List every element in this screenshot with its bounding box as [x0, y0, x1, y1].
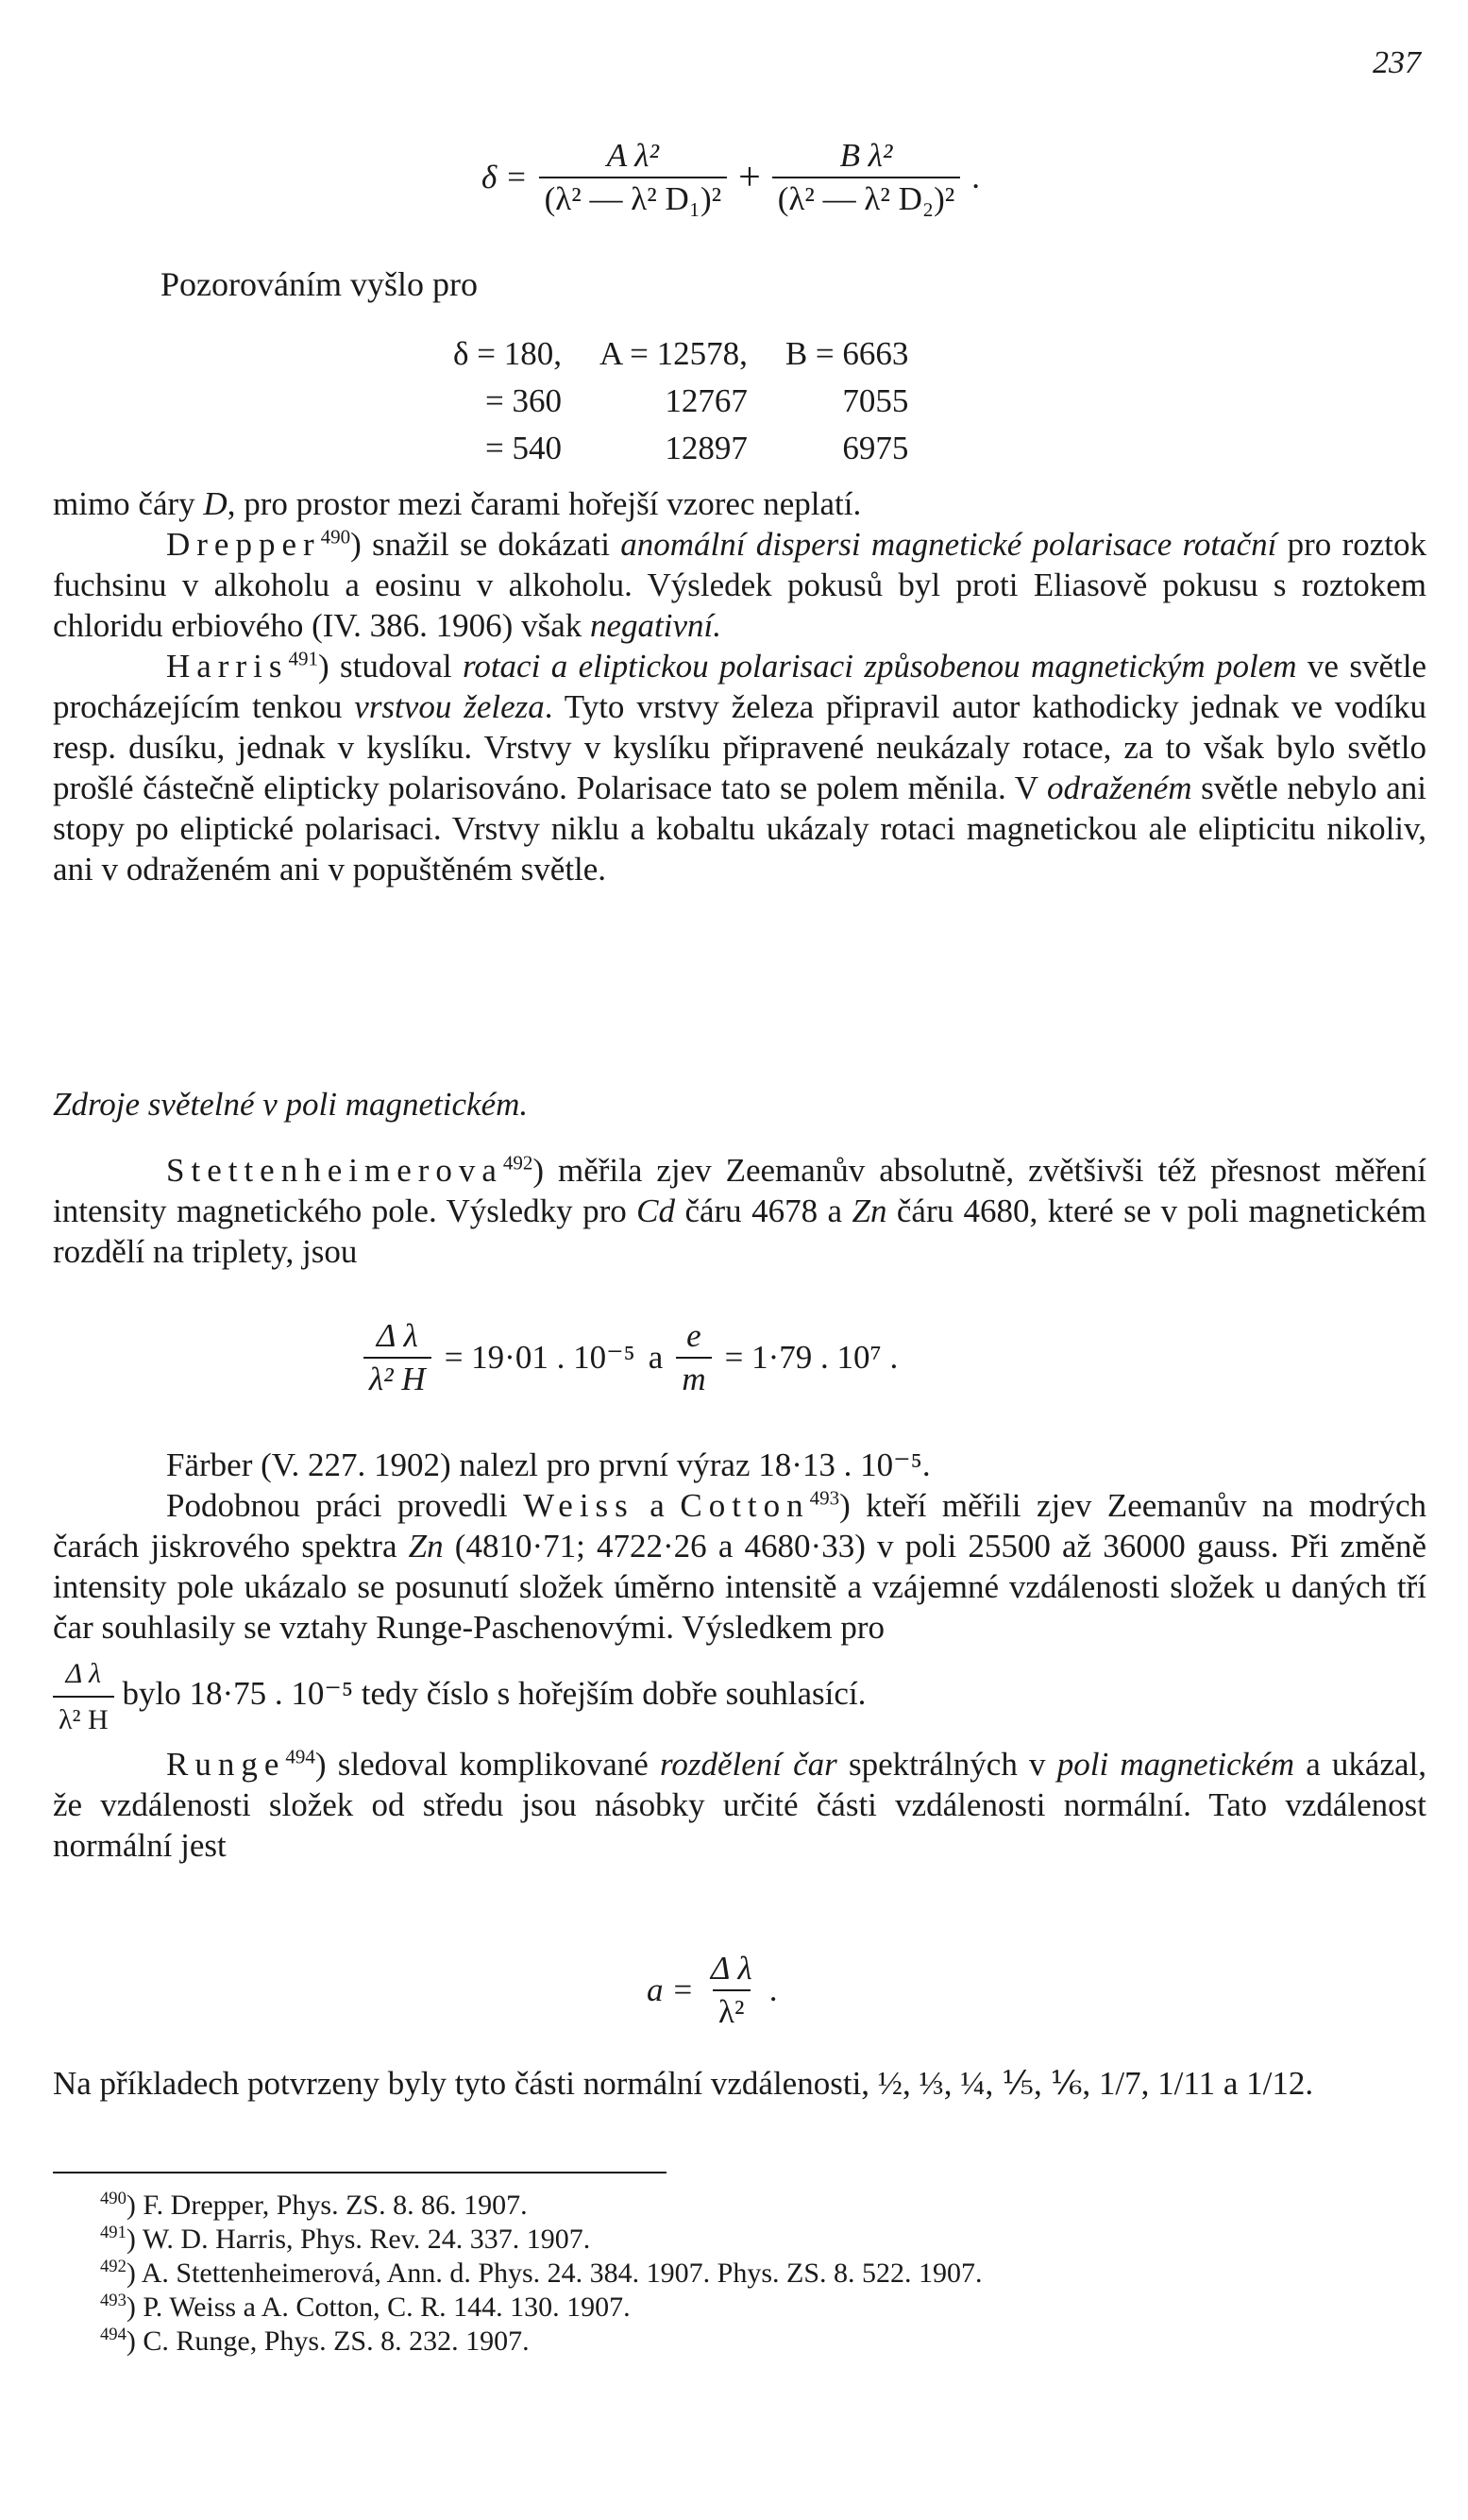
- footnotes: [53, 2189, 1426, 2359]
- footnote-number: 494: [100, 2325, 127, 2344]
- p4-text-a: ) měřila zjev Zeemanův absolutně, zvětšivši též přesnost měření intensity magnetického pole. Výsledky pro: [53, 1152, 1426, 1229]
- footnote-number: 491: [100, 2223, 127, 2242]
- p3-text-d: vrstvou železa: [354, 688, 545, 725]
- fraction-value: 1/12.: [1246, 2065, 1314, 2102]
- p4-text-d: Zn: [852, 1192, 887, 1229]
- p1-text-b: D: [203, 485, 228, 522]
- table-cell-a: A = 12578,: [599, 335, 748, 372]
- paragraph-7: [53, 1744, 1426, 1866]
- footnote: [53, 2223, 1426, 2257]
- table-cell-delta: = 360: [484, 382, 562, 419]
- formula3-end: .: [768, 1971, 778, 2008]
- table-cell-b: B = 6663: [785, 335, 909, 372]
- observed-intro: Pozorováním vyšlo pro: [160, 265, 478, 303]
- fraction-value: ⅙,: [1050, 2065, 1091, 2102]
- paragraph-3: [53, 646, 1426, 889]
- table-row: [444, 378, 918, 425]
- footnote-number: 493: [100, 2291, 127, 2310]
- table-cell-delta: = 540: [484, 430, 562, 466]
- footnote-divider: [53, 2172, 667, 2173]
- p6-text-e: (4810·71; 4722·26 a 4680·33) v poli 25500 až 36000 gauss. Při změně intensity pole ukázalo se posunutí složek úměrno intensitě a vzájemné vzdálenosti složek u daných tří čar souhlasily se vztahy Runge-Paschenovými. Výsledkem pro: [53, 1528, 1426, 1646]
- formula-zeeman-frac2: [676, 1317, 711, 1398]
- footnote: [53, 2325, 1426, 2359]
- p1-text-a: mimo čáry: [53, 485, 204, 522]
- p7-text-e: a ukázal, že vzdálenosti složek od středu jsou násobky určité části vzdálenosti normální. Tato vzdálenost normální jest: [53, 1746, 1426, 1864]
- p1-text-c: , pro prostor mezi čarami hořejší vzorec neplatí.: [227, 485, 862, 522]
- inline-frac-denominator: λ² H: [53, 1696, 114, 1740]
- results-table: [444, 330, 918, 472]
- footnote: [53, 2291, 1426, 2325]
- formula-zeeman-frac1: [363, 1317, 431, 1398]
- table-row: [444, 330, 918, 378]
- term1-numerator: A λ²: [606, 137, 659, 174]
- term1-denominator: (λ² — λ² D₁)²: [539, 177, 727, 218]
- footnote-ref: 494: [285, 1745, 315, 1768]
- footnote-text: ) F. Drepper, Phys. ZS. 8. 86. 1907.: [126, 2190, 528, 2221]
- formula-zeeman-and: a: [648, 1339, 664, 1376]
- inline-fraction: [53, 1653, 114, 1740]
- paragraph-2: [53, 524, 1426, 646]
- footnote: [53, 2257, 1426, 2291]
- p3-text-e: . Tyto vrstvy železa připravil autor kathodicky jednak ve vodíku resp. dusíku, jednak v kyslíku. Vrstvy v kyslíku připravené neukázaly rotace, za to však bylo světlo prošlé částečně elipticky polarisováno. Polarisace tato se polem měnila. V: [53, 688, 1426, 806]
- formula-delta-term2: [772, 137, 960, 218]
- p6-text-g: bylo 18·75 . 10⁻⁵ tedy číslo s hořejším dobře souhlasící.: [113, 1675, 867, 1713]
- term2-numerator: B λ²: [839, 137, 893, 174]
- paragraph-1: [53, 483, 1426, 524]
- author-name: Harris: [166, 648, 289, 685]
- frac2-numerator: e: [686, 1317, 701, 1354]
- footnote-text: ) W. D. Harris, Phys. Rev. 24. 337. 1907.: [126, 2224, 591, 2255]
- author-name: Drepper: [166, 526, 321, 563]
- footnote-number: 492: [100, 2257, 127, 2276]
- p6-text-b: a: [633, 1487, 681, 1524]
- p7-text-d: poli magnetickém: [1056, 1746, 1294, 1783]
- p3-text-a: ) studoval: [317, 648, 464, 685]
- p4-text-e: čáru 4680, které se v poli magnetickém rozdělí na triplety, jsou: [53, 1192, 1426, 1270]
- formula-zeeman-eq2: = 1·79 . 10⁷ .: [724, 1339, 899, 1376]
- table-cell-a: 12767: [665, 382, 748, 419]
- footnote-text: ) P. Weiss a A. Cotton, C. R. 144. 130. 1907.: [126, 2292, 631, 2323]
- footnote: [53, 2189, 1426, 2223]
- author-name: Runge: [166, 1746, 286, 1783]
- p3-text-f: odraženém: [1046, 770, 1192, 806]
- formula-delta-term1: [539, 137, 727, 218]
- fraction-value: 1/11: [1157, 2065, 1216, 2102]
- p6-text-d: Zn: [408, 1528, 444, 1564]
- p7-text-a: ) sledoval komplikované: [314, 1746, 660, 1783]
- section-heading: Zdroje světelné v poli magnetickém.: [53, 1086, 529, 1123]
- p3-text-g: světle nebylo ani stopy po eliptické polarisaci. Vrstvy niklu a kobaltu ukázaly rotaci magnetickou ale elipticitu nikoliv, ani v odraženém ani v popuštěném světle.: [53, 770, 1427, 888]
- p7-text-c: spektrálných v: [836, 1746, 1057, 1783]
- formula-delta-plus: +: [738, 156, 761, 199]
- p6-text-c: ) kteří měřili zjev Zeemanův na modrých čarách jiskrového spektra: [53, 1487, 1426, 1564]
- paragraph-5: Färber (V. 227. 1902) nalezl pro první výraz 18·13 . 10⁻⁵.: [166, 1446, 931, 1483]
- formula3-denominator: λ²: [713, 1989, 750, 2031]
- formula-zeeman-eq1: = 19·01 . 10⁻⁵: [444, 1339, 635, 1376]
- footnote-ref: 491: [288, 647, 318, 670]
- footnote-text: ) A. Stettenheimerová, Ann. d. Phys. 24. 384. 1907. Phys. ZS. 8. 522. 1907.: [126, 2258, 983, 2289]
- table-cell-a: 12897: [665, 430, 748, 466]
- p6-text-a: Podobnou práci provedli: [166, 1487, 524, 1524]
- text-block-2: [53, 1150, 1426, 1272]
- formula3-numerator: Δ λ: [710, 1950, 752, 1987]
- p3-text-b: rotaci a eliptickou polarisaci způsobenou magnetickým polem: [463, 648, 1297, 685]
- p2-text-a: ) snažil se dokázati: [350, 526, 621, 563]
- p4-text-c: čáru 4678 a: [675, 1192, 852, 1229]
- footnote-ref: 493: [809, 1486, 840, 1510]
- footnote-text: ) C. Runge, Phys. ZS. 8. 232. 1907.: [126, 2326, 530, 2357]
- table-cell-b: 7055: [842, 382, 909, 419]
- formula-delta: [481, 137, 980, 218]
- author-name: Cotton: [680, 1487, 810, 1524]
- text-block-1: [53, 483, 1426, 889]
- p2-text-b: anomální dispersi magnetické polarisace rotační: [620, 526, 1277, 563]
- footnote-ref: 492: [502, 1151, 533, 1175]
- p4-text-b: Cd: [636, 1192, 676, 1229]
- fraction-value: ½,: [877, 2065, 911, 2102]
- paragraph-6-cont: [53, 1653, 1426, 1740]
- table-row: [444, 425, 918, 472]
- paragraph-4: [53, 1150, 1426, 1272]
- paragraph-8: [53, 2063, 1426, 2104]
- fraction-value: ⅕,: [1002, 2065, 1042, 2102]
- formula-delta-end: .: [971, 159, 981, 195]
- paragraph-6: [53, 1485, 1426, 1648]
- footnote-ref: 490: [320, 525, 351, 549]
- p8-text-a: Na příkladech potvrzeny byly tyto části normální vzdálenosti,: [53, 2065, 878, 2102]
- footnote-number: 490: [100, 2189, 127, 2208]
- page-number: 237: [1373, 45, 1421, 80]
- p3-text-c: ve světle procházejícím tenkou: [53, 648, 1426, 725]
- author-name: Weiss: [523, 1487, 634, 1524]
- frac2-denominator: m: [676, 1357, 711, 1398]
- p7-text-b: rozdělení čar: [660, 1746, 837, 1783]
- text-block-3: [53, 1445, 1426, 1866]
- term2-denominator: (λ² — λ² D₂)²: [772, 177, 960, 218]
- fraction-value: 1/7,: [1098, 2065, 1150, 2102]
- frac1-denominator: λ² H: [363, 1357, 431, 1398]
- text-block-4: [53, 2063, 1426, 2104]
- frac1-numerator: Δ λ: [376, 1317, 418, 1354]
- formula-normal-distance: [647, 1950, 777, 2031]
- inline-frac-numerator: Δ λ: [65, 1658, 102, 1689]
- p2-text-d: negativní.: [589, 607, 721, 644]
- fraction-value: ¼,: [960, 2065, 994, 2102]
- fraction-value: ⅓,: [919, 2065, 953, 2102]
- table-cell-b: 6975: [842, 430, 909, 466]
- p2-text-c: pro roztok fuchsinu v alkoholu a eosinu v alkoholu. Výsledek pokusů byl proti Eliasově pokusu s roztokem chloridu erbiového (IV. 386. 1906) však: [53, 526, 1426, 644]
- formula-delta-lhs: δ =: [481, 159, 528, 195]
- p8-and: a: [1215, 2065, 1247, 2102]
- author-name: Stettenheimerova: [166, 1152, 503, 1189]
- formula-zeeman: [363, 1317, 898, 1398]
- table-cell-delta: δ = 180,: [453, 335, 562, 372]
- formula3-lhs: a =: [647, 1971, 694, 2008]
- formula3-frac: [705, 1950, 758, 2031]
